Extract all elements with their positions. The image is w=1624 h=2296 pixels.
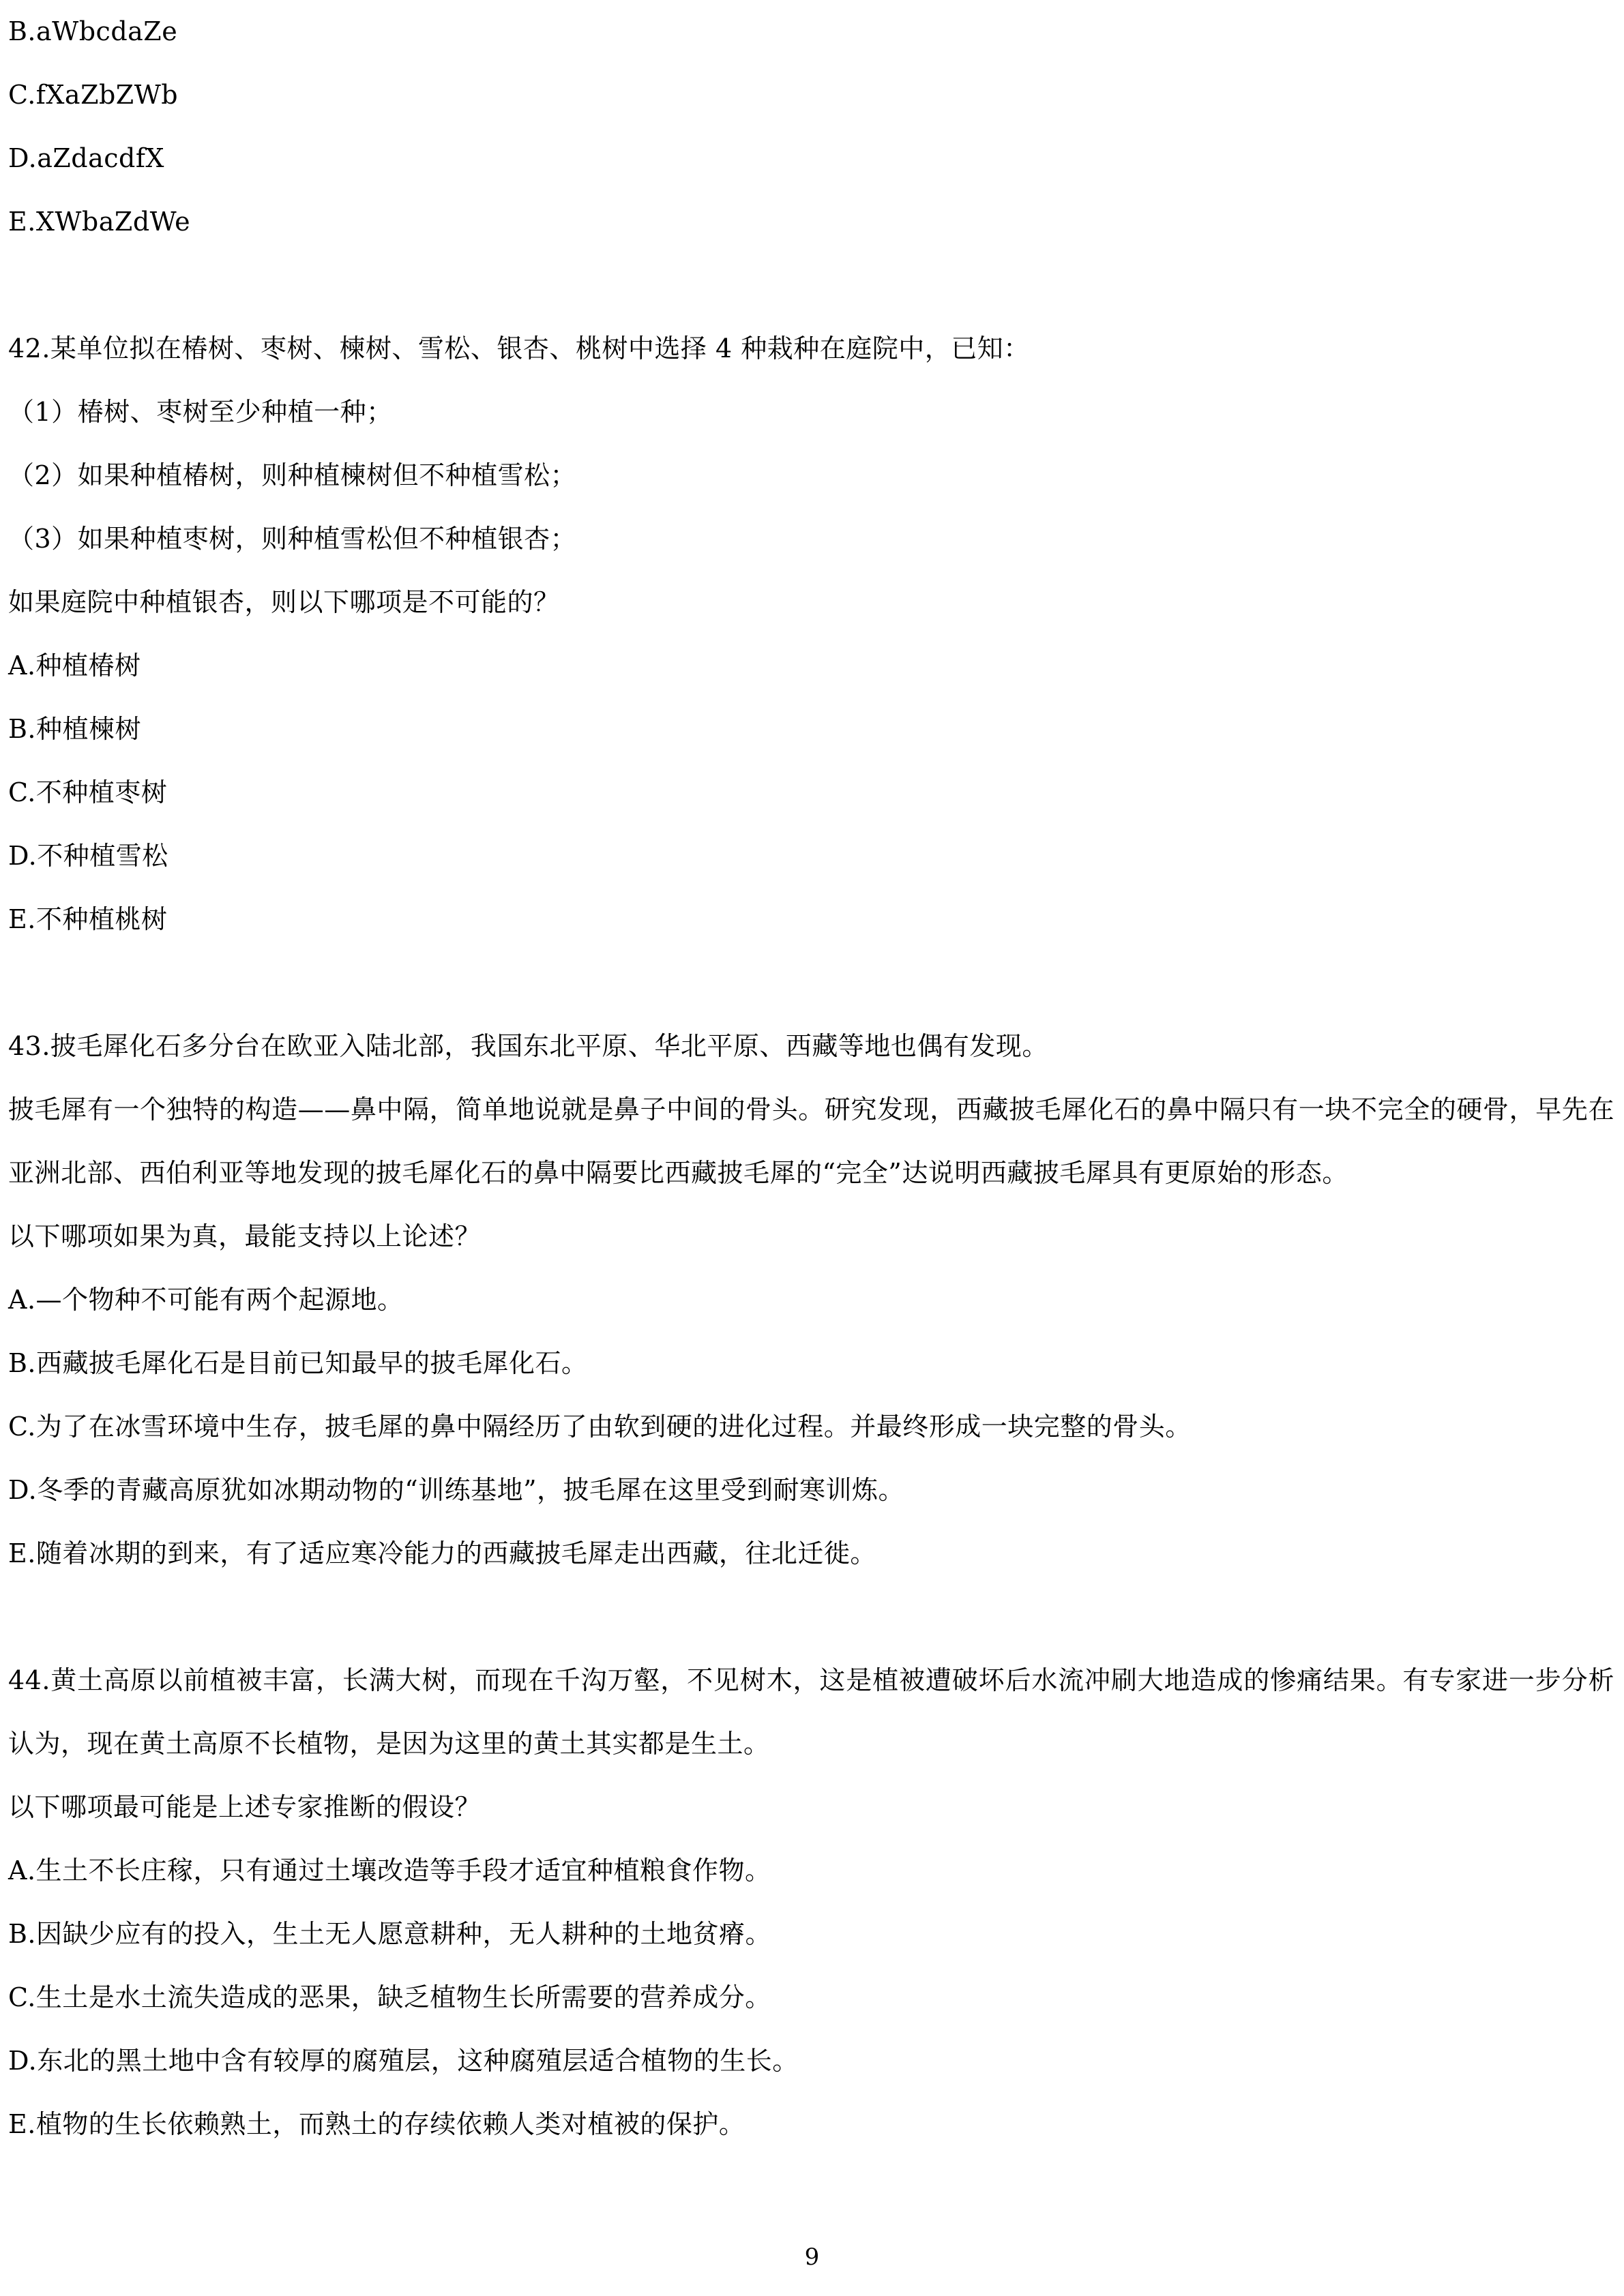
question-passage: 披毛犀有一个独特的构造——鼻中隔，简单地说就是鼻子中间的骨头。研究发现，西藏披毛犀化石的鼻中隔只有一块不完全的硬骨，早先在亚洲北部、西伯利亚等地发现的披毛犀化石的鼻中隔要比西藏披毛犀的“完全”达说明西藏披毛犀具有更原始的形态。 (8, 1094, 1614, 1188)
option-a: A.种植椿树 (8, 651, 141, 681)
option-c: C.不种植枣树 (8, 777, 168, 807)
question-stem: 44.黄土高原以前植被丰富，长满大树，而现在千沟万壑，不见树木，这是植被遭破坏后水流冲刷大地造成的惨痛结果。有专家进一步分析认为，现在黄土高原不长植物，是因为这里的黄土其实都是生土。 (8, 1665, 1614, 1759)
option-d: D.不种植雪松 (8, 841, 168, 871)
page-number: 9 (804, 2243, 820, 2271)
option-d: D.东北的黑土地中含有较厚的腐殖层，这种腐殖层适合植物的生长。 (8, 2046, 799, 2076)
question-prompt: 以下哪项如果为真，最能支持以上论述？ (8, 1221, 482, 1251)
document-page (8, 0, 1618, 2156)
option-b: B.种植楝树 (8, 714, 142, 744)
option-d: D.冬季的青藏高原犹如冰期动物的“训练基地”，披毛犀在这里受到耐寒训炼。 (8, 1475, 905, 1505)
option-d: D.aZdacdfX (8, 143, 164, 173)
option-c: C.生土是水土流失造成的恶果，缺乏植物生长所需要的营养成分。 (8, 1982, 771, 2012)
option-c: C.fXaZbZWb (8, 80, 179, 110)
question-prompt: 以下哪项最可能是上述专家推断的假设？ (8, 1792, 482, 1822)
option-e: E.植物的生长依赖熟土，而熟土的存续依赖人类对植被的保护。 (8, 2109, 745, 2139)
question-42 (8, 317, 1618, 951)
condition-2: （2）如果种植椿树，则种植楝树但不种植雪松； (8, 460, 577, 490)
previous-question-options (8, 0, 1618, 254)
option-b: B.因缺少应有的投入，生土无人愿意耕种，无人耕种的土地贫瘠。 (8, 1919, 772, 1949)
spacer (8, 254, 1618, 317)
option-b: B.西藏披毛犀化石是目前已知最早的披毛犀化石。 (8, 1348, 588, 1378)
option-e: E.不种植桃树 (8, 904, 168, 934)
spacer (8, 951, 1618, 1015)
condition-3: （3）如果种植枣树，则种植雪松但不种植银杏； (8, 524, 577, 554)
condition-1: （1）椿树、枣树至少种植一种； (8, 397, 393, 427)
question-stem: 43.披毛犀化石多分台在欧亚入陆北部，我国东北平原、华北平原、西藏等地也偶有发现。 (8, 1031, 1048, 1061)
question-43 (8, 1015, 1618, 1585)
option-b: B.aWbcdaZe (8, 16, 178, 46)
option-a: A.生土不长庄稼，只有通过土壤改造等手段才适宜种植粮食作物。 (8, 1855, 771, 1885)
option-e: E.XWbaZdWe (8, 207, 191, 237)
option-c: C.为了在冰雪环境中生存，披毛犀的鼻中隔经历了由软到硬的进化过程。并最终形成一块完整的骨头。 (8, 1412, 1192, 1442)
question-44 (8, 1649, 1618, 2156)
option-a: A.—个物种不可能有两个起源地。 (8, 1285, 404, 1315)
spacer (8, 1585, 1618, 1649)
option-e: E.随着冰期的到来，有了适应寒冷能力的西藏披毛犀走出西藏，往北迁徙。 (8, 1538, 876, 1568)
question-stem: 42.某单位拟在椿树、枣树、楝树、雪松、银杏、桃树中选择 4 种栽种在庭院中，已知： (8, 333, 1030, 363)
question-prompt: 如果庭院中种植银杏，则以下哪项是不可能的？ (8, 587, 560, 617)
